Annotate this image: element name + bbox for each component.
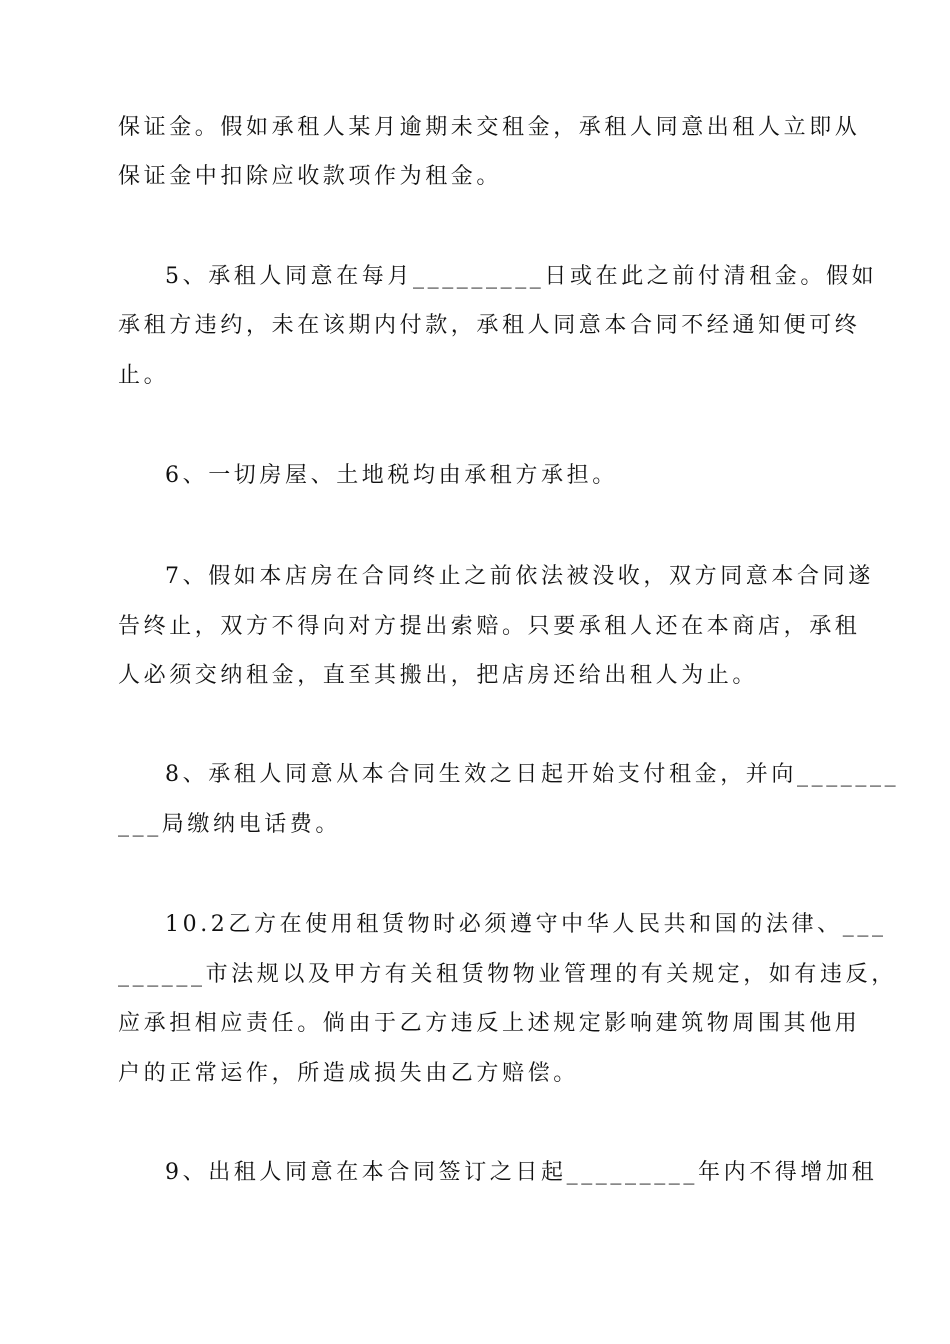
clause-5-line-3: 止。	[118, 363, 170, 388]
clause-6-line-1: 6、一切房屋、土地税均由承租方承担。	[165, 463, 618, 488]
clause-5-line-1: 5、承租人同意在每月_________日或在此之前付清租金。假如	[165, 264, 878, 289]
clause-8-line-2: ___局缴纳电话费。	[118, 812, 342, 837]
clause-7-line-2: 告终止，双方不得向对方提出索赔。只要承租人还在本商店，承租	[118, 614, 861, 639]
clause-8-line-1: 8、承租人同意从本合同生效之日起开始支付租金，并向_______	[165, 762, 900, 787]
clause-10-2-line-1: 10.2乙方在使用租赁物时必须遵守中华人民共和国的法律、___	[165, 912, 887, 937]
clause-9-line-1: 9、出租人同意在本合同签订之日起_________年内不得增加租	[165, 1160, 878, 1185]
clause-10-2-line-3: 应承担相应责任。倘由于乙方违反上述规定影响建筑物周围其他用	[118, 1011, 861, 1036]
paragraph-deposit-line-1: 保证金。假如承租人某月逾期未交租金，承租人同意出租人立即从	[118, 115, 861, 140]
clause-10-2-line-2: ______市法规以及甲方有关租赁物物业管理的有关规定，如有违反，	[118, 962, 897, 987]
clause-10-2-line-4: 户的正常运作，所造成损失由乙方赔偿。	[118, 1061, 579, 1086]
clause-5-line-2: 承租方违约，未在该期内付款，承租人同意本合同不经通知便可终	[118, 313, 861, 338]
paragraph-deposit-line-2: 保证金中扣除应收款项作为租金。	[118, 164, 503, 189]
clause-7-line-3: 人必须交纳租金，直至其搬出，把店房还给出租人为止。	[118, 663, 759, 688]
clause-7-line-1: 7、假如本店房在合同终止之前依法被没收，双方同意本合同遂	[165, 564, 874, 589]
